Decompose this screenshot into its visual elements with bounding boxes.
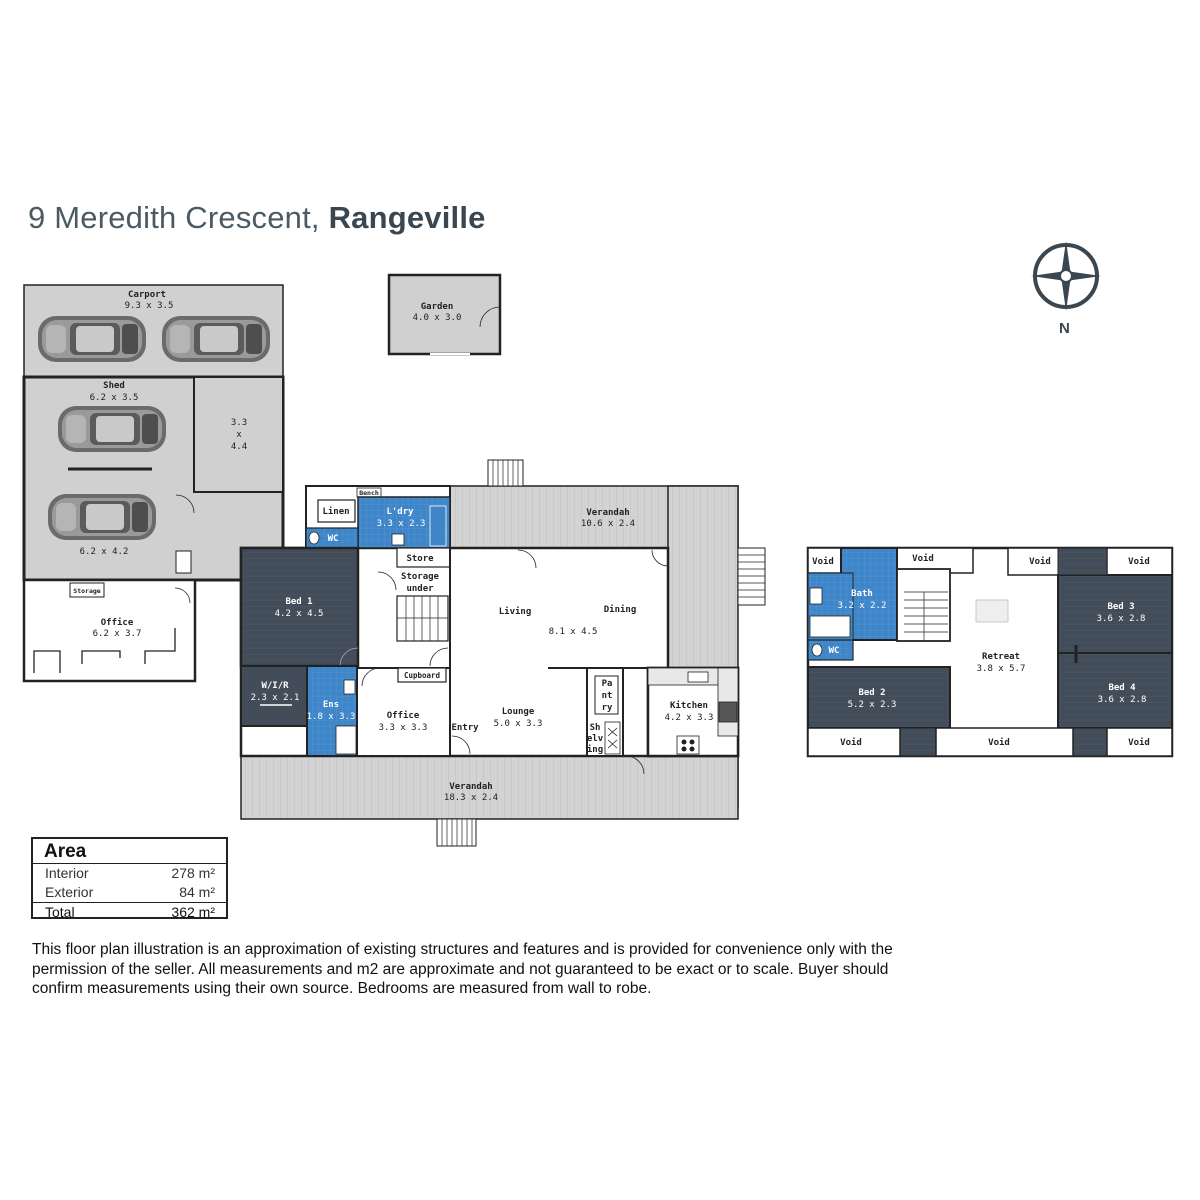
stairs-icon <box>897 569 950 641</box>
void-4-label: Void <box>1128 557 1150 567</box>
steps-icon <box>738 548 765 605</box>
shelving-line2: elv <box>586 734 604 744</box>
toilet-icon <box>309 532 319 544</box>
shed-dims: 6.2 x 3.5 <box>89 393 139 403</box>
verandah-north-dims: 10.6 x 2.4 <box>580 519 636 529</box>
car-icon <box>58 406 166 452</box>
ensuite <box>307 666 357 756</box>
area-row-total <box>33 902 226 922</box>
lounge-label: Lounge <box>501 707 535 717</box>
bed4-label: Bed 4 <box>1108 683 1136 693</box>
area-table <box>31 837 228 919</box>
bath-label: Bath <box>851 589 873 599</box>
total-label: Total <box>45 904 75 920</box>
area-row-exterior <box>33 883 226 902</box>
laundry-label: L'dry <box>386 507 414 517</box>
garden-label: Garden <box>420 302 454 312</box>
bath-dims: 3.2 x 2.2 <box>837 601 887 611</box>
wc-ground-label: WC <box>327 534 339 544</box>
dining-label: Dining <box>603 605 637 615</box>
shed-side-line3: 4.4 <box>230 442 248 452</box>
shed-lower-dims: 6.2 x 4.2 <box>79 547 129 557</box>
sink-icon <box>392 534 404 545</box>
carport-dims: 9.3 x 3.5 <box>124 301 174 311</box>
verandah-south-dims: 18.3 x 2.4 <box>443 793 499 803</box>
retreat-label: Retreat <box>982 652 1020 662</box>
wir-dims: 2.3 x 2.1 <box>250 693 300 703</box>
office <box>357 668 450 756</box>
car-icon <box>48 494 156 540</box>
office-label: Office <box>386 711 420 721</box>
total-value: 362 m² <box>171 904 215 920</box>
compass-north-label: N <box>1059 320 1070 337</box>
carport <box>24 285 283 377</box>
car-icon <box>162 316 270 362</box>
compass-icon <box>1031 241 1101 311</box>
shed-side-line1: 3.3 <box>230 418 248 428</box>
disclaimer-text: This floor plan illustration is an approximation of existing structures and features and is provided for convenience only with the permission of the seller. All measurements and m2 are approximate and not guaranteed to be exact or to scale. Buyer should confirm measurements using their own source. Bedrooms are measured from wall to robe. <box>32 941 893 997</box>
bed3-dims: 3.6 x 2.8 <box>1096 614 1146 624</box>
bed1 <box>241 548 358 666</box>
storage-under-line1: Storage <box>401 572 439 582</box>
pantry-line1: Pa <box>601 679 613 689</box>
kitchen-label: Kitchen <box>670 701 708 711</box>
bench-label: Bench <box>359 489 379 497</box>
toilet-icon <box>812 644 822 656</box>
pantry <box>587 668 623 756</box>
void-1-label: Void <box>812 557 834 567</box>
bed1-dims: 4.2 x 4.5 <box>274 609 324 619</box>
upper-floor <box>808 548 1172 756</box>
shed-side-line2: x <box>236 430 242 440</box>
laundry-dims: 3.3 x 2.3 <box>376 519 426 529</box>
shelving-line3: ing <box>586 745 604 755</box>
steps-icon <box>437 819 476 846</box>
shower-icon <box>336 726 356 754</box>
sink-icon <box>810 588 822 604</box>
garden <box>389 275 500 354</box>
cupboard-label: Cupboard <box>403 671 441 680</box>
wir <box>241 666 307 726</box>
bed2-label: Bed 2 <box>858 688 886 698</box>
interior-value: 278 m² <box>171 865 215 881</box>
oven-icon <box>677 736 699 754</box>
bed4-dims: 3.6 x 2.8 <box>1097 695 1147 705</box>
office-dims: 3.3 x 3.3 <box>378 723 428 733</box>
shed-office-dims: 6.2 x 3.7 <box>92 629 142 639</box>
linen-label: Linen <box>322 507 350 517</box>
void-3-label: Void <box>1029 557 1051 567</box>
bathtub-icon <box>810 616 850 637</box>
area-row-interior <box>33 864 226 883</box>
void-7-label: Void <box>1128 738 1150 748</box>
interior-label: Interior <box>45 865 89 881</box>
ensuite-label: Ens <box>322 700 340 710</box>
storage-under-line2: under <box>406 584 434 594</box>
title-street: 9 Meredith Crescent, <box>28 200 320 235</box>
retreat-dims: 3.8 x 5.7 <box>976 664 1026 674</box>
exterior-label: Exterior <box>45 884 94 900</box>
entry-label: Entry <box>451 723 479 733</box>
storage-small-label: Storage <box>73 587 101 595</box>
bed2-dims: 5.2 x 2.3 <box>847 700 897 710</box>
carport-label: Carport <box>128 290 166 300</box>
pantry-line2: nt <box>601 691 613 701</box>
kitchen-dims: 4.2 x 3.3 <box>664 713 714 723</box>
bed3-label: Bed 3 <box>1107 602 1135 612</box>
living-label: Living <box>498 607 532 617</box>
ensuite-dims: 1.8 x 3.3 <box>306 712 356 722</box>
shelving-line1: Sh <box>589 723 601 733</box>
shed-office <box>24 580 195 681</box>
garden-dims: 4.0 x 3.0 <box>412 313 462 323</box>
shed-office-label: Office <box>100 618 134 628</box>
car-icon <box>38 316 146 362</box>
wc-upper-label: WC <box>828 646 840 656</box>
skylight-icon <box>976 600 1008 622</box>
store-label: Store <box>406 554 434 564</box>
title-suburb: Rangeville <box>328 200 486 235</box>
verandah-north-label: Verandah <box>586 508 630 518</box>
pantry-line3: ry <box>601 703 613 713</box>
sink-icon <box>176 551 191 573</box>
stairs-icon <box>397 596 448 641</box>
lounge-dims: 5.0 x 3.3 <box>493 719 543 729</box>
shed-label: Shed <box>103 381 125 391</box>
living-dims: 8.1 x 4.5 <box>548 627 598 637</box>
void-2-label: Void <box>912 554 934 564</box>
exterior-value: 84 m² <box>179 884 215 900</box>
sink-icon <box>344 680 355 694</box>
verandah-south-label: Verandah <box>449 782 493 792</box>
void-6-label: Void <box>988 738 1010 748</box>
void-5-label: Void <box>840 738 862 748</box>
cooktop-icon <box>719 702 737 722</box>
sink-icon <box>688 672 708 682</box>
wir-label: W/I/R <box>261 681 289 691</box>
area-heading: Area <box>33 839 226 864</box>
bed1-label: Bed 1 <box>285 597 313 607</box>
